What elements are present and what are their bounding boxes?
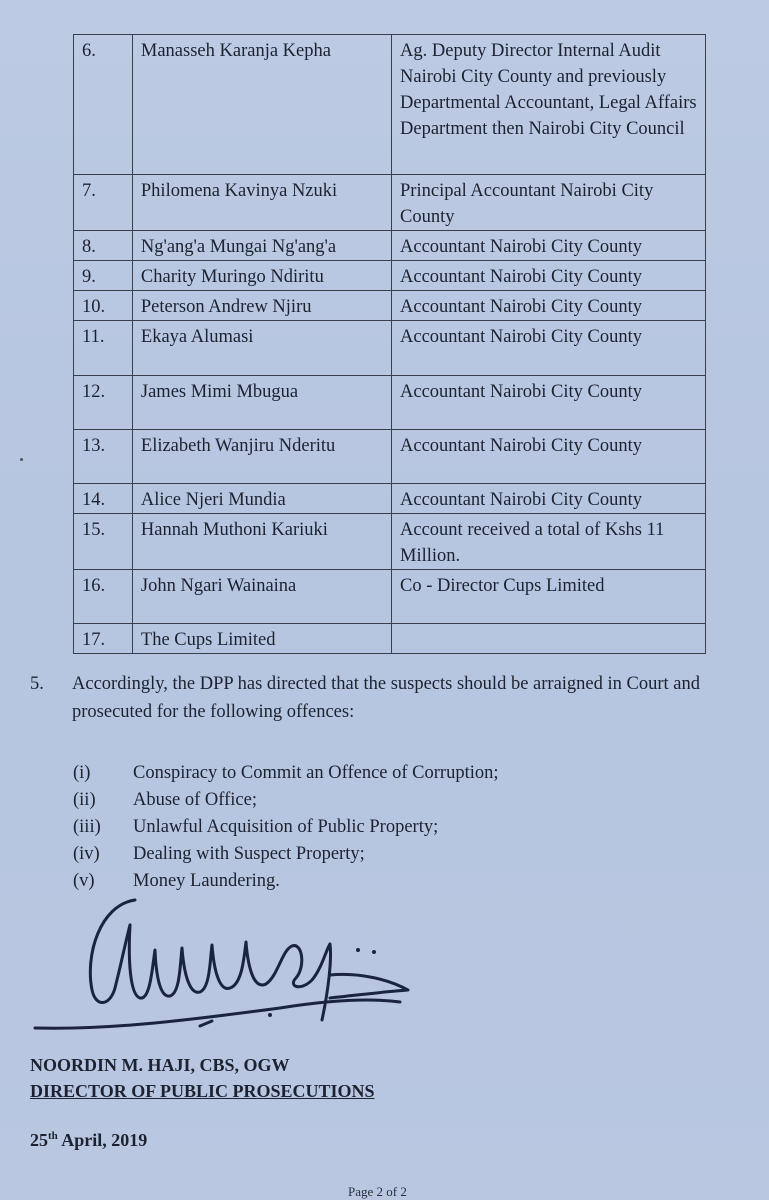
- offence-text: Dealing with Suspect Property;: [133, 844, 365, 864]
- offence-text: Abuse of Office;: [133, 790, 257, 810]
- table-row: [74, 484, 706, 514]
- table-row: [74, 291, 706, 321]
- date-day: 25: [30, 1130, 48, 1150]
- table-row: [74, 570, 706, 624]
- date-suffix: th: [48, 1130, 58, 1142]
- suspect-name: Ekaya Alumasi: [132, 321, 391, 376]
- table-row: [74, 376, 706, 430]
- suspect-role: Accountant Nairobi City County: [392, 484, 706, 514]
- suspect-role: Account received a total of Kshs 11 Million.: [392, 514, 706, 570]
- row-number: 16.: [74, 570, 133, 624]
- offence-number: (i): [73, 763, 91, 783]
- table-row: [74, 35, 706, 175]
- row-number: 8.: [74, 231, 133, 261]
- suspect-name: Peterson Andrew Njiru: [132, 291, 391, 321]
- suspect-role: [392, 624, 706, 654]
- paragraph-text: Accordingly, the DPP has directed that the suspects should be arraigned in Court and prosecuted for the following offences:: [72, 674, 700, 722]
- scan-speck: [20, 458, 23, 461]
- suspect-name: Elizabeth Wanjiru Nderitu: [132, 430, 391, 484]
- suspect-role: Principal Accountant Nairobi City County: [392, 175, 706, 231]
- row-number: 14.: [74, 484, 133, 514]
- signature-block: [30, 1052, 375, 1104]
- row-number: 15.: [74, 514, 133, 570]
- offence-text: Conspiracy to Commit an Offence of Corruption;: [133, 763, 499, 783]
- suspect-role: Accountant Nairobi City County: [392, 321, 706, 376]
- row-number: 9.: [74, 261, 133, 291]
- suspect-name: The Cups Limited: [132, 624, 391, 654]
- table-row: [74, 624, 706, 654]
- page-number: Page 2 of 2: [348, 1184, 407, 1199]
- signature-image: [30, 880, 430, 1050]
- offence-text: Money Laundering.: [133, 871, 280, 891]
- offence-number: (ii): [73, 790, 96, 810]
- suspect-role: Accountant Nairobi City County: [392, 376, 706, 430]
- suspect-name: John Ngari Wainaina: [132, 570, 391, 624]
- suspect-role: Co - Director Cups Limited: [392, 570, 706, 624]
- suspect-role: Accountant Nairobi City County: [392, 261, 706, 291]
- row-number: 10.: [74, 291, 133, 321]
- suspect-name: Alice Njeri Mundia: [132, 484, 391, 514]
- suspect-name: James Mimi Mbugua: [132, 376, 391, 430]
- table-row: [74, 231, 706, 261]
- suspect-name: Manasseh Karanja Kepha: [132, 35, 391, 175]
- suspects-table: [73, 34, 706, 654]
- offence-number: (iv): [73, 844, 100, 864]
- table-row: [74, 430, 706, 484]
- offence-text: Unlawful Acquisition of Public Property;: [133, 817, 439, 837]
- document-date: [30, 1130, 147, 1151]
- signer-name: NOORDIN M. HAJI, CBS, OGW: [30, 1055, 290, 1075]
- suspect-name: Ng'ang'a Mungai Ng'ang'a: [132, 231, 391, 261]
- suspect-role: Accountant Nairobi City County: [392, 231, 706, 261]
- row-number: 7.: [74, 175, 133, 231]
- row-number: 12.: [74, 376, 133, 430]
- table-row: [74, 175, 706, 231]
- suspect-name: Philomena Kavinya Nzuki: [132, 175, 391, 231]
- row-number: 13.: [74, 430, 133, 484]
- paragraph-number: 5.: [30, 674, 44, 694]
- row-number: 17.: [74, 624, 133, 654]
- offence-number: (iii): [73, 817, 101, 837]
- row-number: 11.: [74, 321, 133, 376]
- date-rest: April, 2019: [57, 1130, 148, 1150]
- row-number: 6.: [74, 35, 133, 175]
- table-row: [74, 514, 706, 570]
- suspect-name: Hannah Muthoni Kariuki: [132, 514, 391, 570]
- offence-number: (v): [73, 871, 95, 891]
- table-row: [74, 261, 706, 291]
- table-row: [74, 321, 706, 376]
- signer-title: DIRECTOR OF PUBLIC PROSECUTIONS: [30, 1081, 375, 1101]
- suspect-role: Ag. Deputy Director Internal Audit Nairobi City County and previously Departmental Accountant, Legal Affairs Department then Nairobi City Council: [392, 35, 706, 175]
- suspect-name: Charity Muringo Ndiritu: [132, 261, 391, 291]
- suspect-role: Accountant Nairobi City County: [392, 430, 706, 484]
- suspect-role: Accountant Nairobi City County: [392, 291, 706, 321]
